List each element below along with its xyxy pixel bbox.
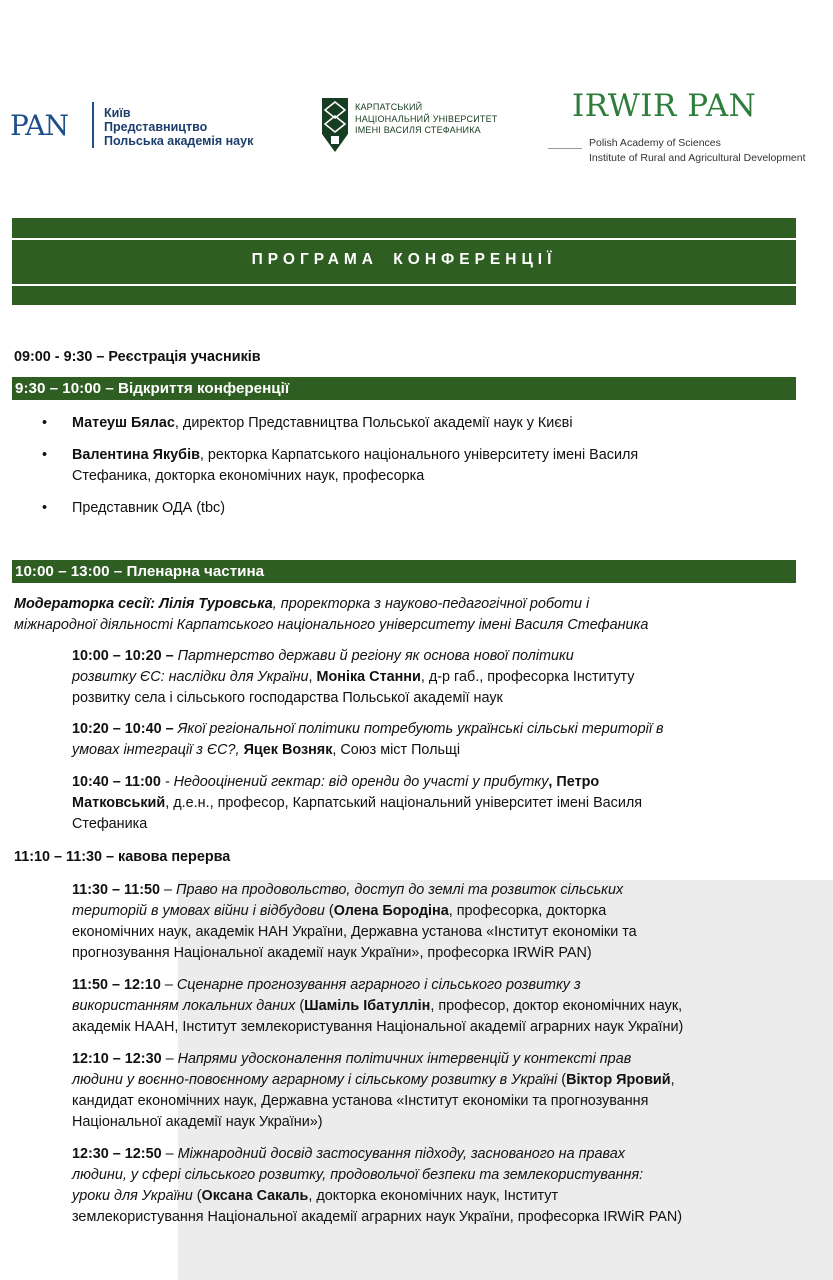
speaker-role: розвитку села і сільського господарства Польської академії наук <box>72 690 503 706</box>
bullet-icon: • <box>42 447 48 463</box>
pan-logo-text <box>104 106 253 148</box>
talk-time: 12:10 – 12:30 <box>72 1051 162 1067</box>
talk-item: 12:10 – 12:30 – Напрями удосконалення політичних інтервенцій у контексті прав людини у воєнно-повоєнному аграрному і сільському розвитку в Україні (Віктор Яровий, кандидат економічних наук, Державна установа «Інститут економіки та прогнозування Національної академії наук України») <box>72 1051 675 1130</box>
talk-item <box>72 772 802 835</box>
coffee-break-line: 11:10 – 11:30 – кавова перерва <box>14 849 231 865</box>
pnu-logo-text <box>355 102 498 137</box>
talk-item: 10:00 – 10:20 – Партнерство держави й регіону як основа нової політики розвитку ЄС: наслідки для України, Моніка Станни, д-р габ., професорка Інституту розвитку села і сільського господарства Польської академії наук <box>72 648 635 706</box>
speaker-name: Яцек Возняк <box>243 742 333 758</box>
irwir-logo-word: IRWIR PAN <box>572 88 757 124</box>
section-title: 9:30 – 10:00 – Відкриття конференції <box>15 380 290 397</box>
program-banner <box>12 218 796 305</box>
talk-title: – Право на продовольство, доступ до землі та розвиток сільських <box>164 882 624 898</box>
speaker-role: , ректорка Карпатського національного університету імені Василя <box>199 447 639 463</box>
section-opening-header <box>12 377 796 400</box>
talk-title: - Недооцінений гектар: від оренди до участі у прибутку <box>164 774 549 790</box>
talk-title: умовах інтеграції з ЄС?, <box>72 742 240 758</box>
speaker-role: , <box>670 1072 675 1088</box>
page-title: ПРОГРАМА КОНФЕРЕНЦІЇ <box>251 251 557 268</box>
talk-item: 12:30 – 12:50 – Міжнародний досвід застосування підходу, заснованого на правах людини, у сфері сільського розвитку, продовольчої безпеки та землекористування: уроки для України (Оксана Сакаль, докторка економічних наук, Інститут землекористування Національної академії аграрних наук України, професорка IRWiR PAN) <box>72 1146 683 1225</box>
speaker-role: кандидат економічних наук, Державна установа «Інститут економіки та прогнозування <box>72 1093 649 1109</box>
speaker-name: Матковський <box>72 795 166 811</box>
bullet-icon: • <box>42 415 48 431</box>
speaker-role: Стефаника <box>72 816 148 832</box>
speaker-name: Шаміль Ібатуллін <box>304 998 431 1014</box>
talk-time: 11:30 – 11:50 <box>72 882 161 898</box>
moderator-role: міжнародної діяльності Карпатського національного університету імені Василя Стефаника <box>14 617 649 633</box>
talk-title: – Напрями удосконалення політичних інтервенцій у контексті прав <box>165 1051 632 1067</box>
speaker-role: академік НААН, Інститут землекористування Національної академії аграрних наук України) <box>72 1019 684 1035</box>
talk-title: – Міжнародний досвід застосування підходу, заснованого на правах <box>165 1146 625 1162</box>
talk-title: уроки для України <box>72 1188 193 1204</box>
talk-title: Якої регіональної політики потребують українські сільські території в <box>177 721 664 737</box>
section-title: 10:00 – 13:00 – Пленарна частина <box>15 563 265 580</box>
talk-time: 10:00 – 10:20 – <box>72 648 174 664</box>
speaker-role: Стефаника, докторка економічних наук, професорка <box>72 468 425 484</box>
talk-title: Партнерство держави й регіону як основа нової політики <box>177 648 574 664</box>
irwir-logo-line: Polish Academy of Sciences <box>589 137 721 149</box>
pnu-logo-line: ІМЕНІ ВАСИЛЯ СТЕФАНИКА <box>355 125 481 135</box>
talk-title: людини, у сфері сільського розвитку, продовольчої безпеки та землекористування: <box>72 1167 644 1183</box>
speaker-role: землекористування Національної академії аграрних наук України, професорка IRWiR PAN) <box>72 1209 683 1225</box>
registration-line: 09:00 - 9:30 – Реєстрація учасників <box>14 349 261 365</box>
talk-time: 10:40 – 11:00 <box>72 774 161 790</box>
speaker-role: , директор Представництва Польської академії наук у Києві <box>174 415 573 431</box>
speaker-name: , Петро <box>548 774 600 790</box>
speaker-name: Оксана Сакаль <box>201 1188 309 1204</box>
speaker-role: прогнозування Національної академії наук України», професорка IRWiR PAN) <box>72 945 592 961</box>
banner-rule <box>12 238 796 240</box>
speaker-name: Валентина Якубів <box>72 447 200 463</box>
irwir-logo-subtitle <box>589 136 806 166</box>
banner-rule <box>12 284 796 286</box>
talk-title: розвитку ЄС: наслідки для України <box>72 669 309 685</box>
pan-logo-divider <box>92 102 94 148</box>
pan-logo-word: PAN <box>10 109 68 142</box>
pnu-logo-line: НАЦІОНАЛЬНИЙ УНІВЕРСИТЕТ <box>355 113 498 124</box>
talk-title: використанням локальних даних <box>72 998 296 1014</box>
talk-item: 11:50 – 12:10 – Сценарне прогнозування аграрного і сільського розвитку з використанням локальних даних (Шаміль Ібатуллін, професор, доктор економічних наук, академік НААН, Інститут землекористування Національної академії аграрних наук України) <box>72 977 684 1035</box>
speaker-role: , Союз міст Польщі <box>332 742 461 758</box>
speaker-role: економічних наук, академік НАН України, Державна установа «Інститут економіки та <box>72 924 637 940</box>
talk-title: – Сценарне прогнозування аграрного і сільського розвитку з <box>164 977 581 993</box>
moderator-name: Модераторка сесії: Лілія Туровська <box>14 596 273 612</box>
talk-item: 11:30 – 11:50 – Право на продовольство, доступ до землі та розвиток сільських територій в умовах війни і відбудови (Олена Бородіна, професорка, докторка економічних наук, академік НАН України, Державна установа «Інститут економіки та прогнозування Національної академії наук України», професорка IRWiR PAN) <box>72 882 637 961</box>
speaker-role: Представник ОДА (tbc) <box>72 500 225 516</box>
speaker-role: , д.е.н., професор, Карпатський національний університет імені Василя <box>165 795 643 811</box>
talk-title: людини у воєнно-повоєнному аграрному і сільському розвитку в Україні <box>72 1072 558 1088</box>
speaker-role: Національної академії наук України») <box>72 1114 323 1130</box>
pan-logo-line: Київ <box>104 106 131 120</box>
pnu-logo-line: КАРПАТСЬКИЙ <box>355 102 423 112</box>
pan-logo-line: Польська академія наук <box>104 134 254 148</box>
irwir-logo-line: Institute of Rural and Agricultural Development <box>589 152 806 164</box>
talk-time: 12:30 – 12:50 <box>72 1146 162 1162</box>
section-plenary-header <box>12 560 796 583</box>
talk-time: 10:20 – 10:40 – <box>72 721 174 737</box>
talk-time: 11:50 – 12:10 <box>72 977 161 993</box>
moderator-role: , проректорка з науково-педагогічної роботи і <box>272 596 590 612</box>
speaker-name: Олена Бородіна <box>333 903 449 919</box>
bullet-icon: • <box>42 500 48 516</box>
speaker-role: , д-р габ., професорка Інституту <box>420 669 635 685</box>
pan-kyiv-logo <box>10 98 260 154</box>
speaker-name: Матеуш Бялас <box>72 415 175 431</box>
talk-title: територій в умовах війни і відбудови <box>72 903 325 919</box>
speaker-name: Віктор Яровий <box>566 1072 671 1088</box>
speaker-role: , професорка, докторка <box>448 903 607 919</box>
talk-item <box>72 719 802 761</box>
speaker-role: , професор, доктор економічних наук, <box>430 998 683 1014</box>
pan-logo-line: Представництво <box>104 120 208 134</box>
irwir-pan-logo <box>548 88 833 168</box>
pnu-shield-icon <box>320 96 350 154</box>
pnu-logo <box>320 96 520 156</box>
speaker-role: , докторка економічних наук, Інститут <box>308 1188 559 1204</box>
moderator-info <box>14 594 814 636</box>
irwir-logo-rule <box>548 148 582 149</box>
speaker-name: Моніка Станни <box>316 669 421 685</box>
